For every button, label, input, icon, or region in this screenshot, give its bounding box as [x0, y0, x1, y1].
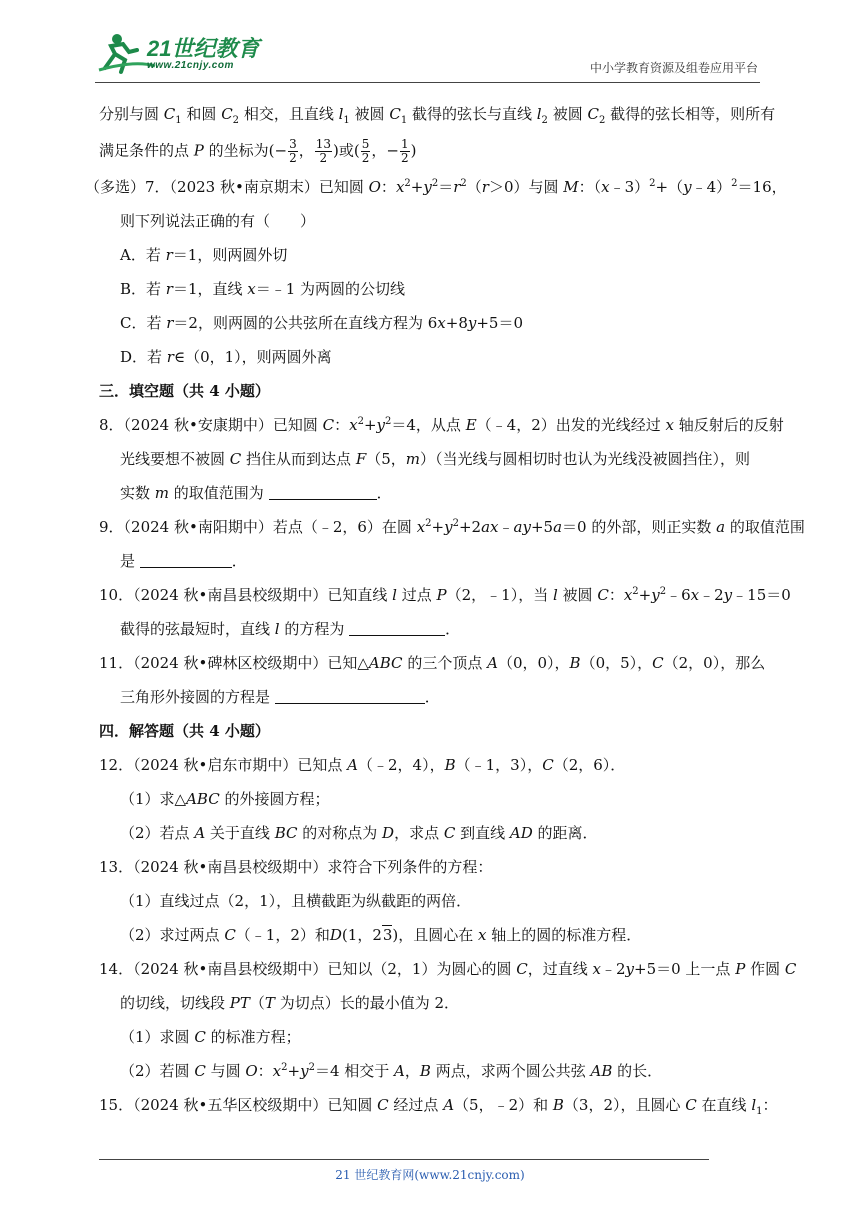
- q7-line1: （多选）7．（2023 秋•南京期末）已知圆 O：$x^2+y^2=r^2(r>0)$与圆 M：（x﹣3）$^2$+（y﹣4）$^2$＝16，: [85, 178, 787, 196]
- q9-answer-blank: [140, 552, 232, 568]
- q11-line1: 11．（2024 秋•碑林区校级期中）已知△ABC 的三个顶点 A（0，0），B（0，5），C（2，0），那么: [99, 654, 766, 672]
- q10-line1: 10．（2024 秋•南昌县校级期中）已知直线 l 过点 P（2，﹣1），当 l 被圆 C：$x^2+y^2﹣6x﹣2y﹣15=0$: [99, 586, 791, 604]
- q9-line1: 9．（2024 秋•南阳期中）若点（﹣2，6）在圆 $x^2+y^2+2ax﹣ay+5a=0$ 的外部，则正实数 a 的取值范围: [99, 518, 805, 536]
- q11-answer-blank: [275, 688, 425, 704]
- q9-line2: 是 ．: [120, 552, 247, 570]
- q8-line2: 光线要想不被圆 C 挡住从而到达点 F（5，m）（当光线与圆相切时也认为光线没被圆挡住），则: [120, 450, 751, 468]
- q14-line2: 的切线，切线段 PT（T 为切点）长的最小值为 2．: [120, 994, 460, 1012]
- page-footer: 21 世纪教育网(www.21cnjy.com): [335, 1168, 525, 1182]
- q7-option-c: C．若 r＝2，则两圆的公共弦所在直线方程为 6x+8y+5＝0: [120, 314, 524, 332]
- q13-line1: 13．（2024 秋•南昌县校级期中）求符合下列条件的方程：: [99, 858, 493, 876]
- q7-option-d: D．若 r∈（0，1），则两圆外离: [120, 348, 332, 366]
- q14-line1: 14．（2024 秋•南昌县校级期中）已知以（2，1）为圆心的圆 C，过直线 x﹣2y+5＝0 上一点 P 作圆 C: [99, 960, 797, 978]
- q10-line2: 截得的弦最短时，直线 l 的方程为 ．: [120, 620, 461, 638]
- q8-answer-blank: [269, 484, 377, 500]
- section-4-heading: 四．解答题（共 4 小题）: [99, 722, 270, 740]
- section-3-heading: 三．填空题（共 4 小题）: [99, 382, 270, 400]
- footer-divider: [99, 1159, 709, 1160]
- logo-text: 21世纪教育: [147, 36, 260, 61]
- q11-line2: 三角形外接圆的方程是 ．: [120, 688, 440, 706]
- q6-line1: 分别与圆 $C_1$ 和圆 $C_2$ 相交，且直线 $l_1$ 被圆 $C_1$ 截得的弦长与直线 $l_2$ 被圆 $C_2$ 截得的弦长相等，则所有: [99, 105, 776, 126]
- page-header: [95, 30, 760, 83]
- q12-part1: （1）求△ABC 的外接圆方程；: [120, 790, 330, 808]
- q13-part1: （1）直线过点（2，1），且横截距为纵截距的两倍．: [120, 892, 472, 910]
- q10-answer-blank: [349, 620, 445, 636]
- q8-line1: 8．（2024 秋•安康期中）已知圆 C：$x^2+y^2=4$，从点 E（﹣4，2）出发的光线经过 x 轴反射后的反射: [99, 416, 784, 434]
- q14-part2: （2）若圆 C 与圆 O：$x^2+y^2=4$ 相交于 A，B 两点，求两个圆公共弦 AB 的长．: [120, 1062, 663, 1080]
- q12-part2: （2）若点 A 关于直线 BC 的对称点为 D，求点 C 到直线 AD 的距离．: [120, 824, 598, 842]
- q14-part1: （1）求圆 C 的标准方程；: [120, 1028, 301, 1046]
- q15-line1: 15．（2024 秋•五华区校级期中）已知圆 C 经过点 A（5，﹣2）和 B（3，2），且圆心 C 在直线 $l_1$：: [99, 1096, 778, 1117]
- q7-option-a: A．若 r＝1，则两圆外切: [120, 246, 288, 264]
- q7-option-b: B．若 r＝1，直线 x＝﹣1 为两圆的公切线: [120, 280, 406, 298]
- q7-line2: 则下列说法正确的有（ ）: [120, 212, 316, 230]
- logo-subtitle: www.21cnjy.com: [147, 60, 234, 71]
- q12-line1: 12．（2024 秋•启东市期中）已知点 A（﹣2，4），B（﹣1，3），C（2，6）．: [99, 756, 626, 774]
- q6-line2: 满足条件的点 P 的坐标为(− $\frac{3}{2}$ ， $\frac{13}{2}$ )或( $\frac{5}{2}$ ，− $\frac{1}{2}$ ): [99, 137, 417, 165]
- header-platform-name: 中小学教育资源及组卷应用平台: [589, 61, 758, 75]
- q13-part2: （2）求过两点 C（﹣1，2）和D(1，23)，且圆心在 x 轴上的圆的标准方程．: [120, 926, 642, 944]
- q8-line3: 实数 m 的取值范围为 ．: [120, 484, 392, 502]
